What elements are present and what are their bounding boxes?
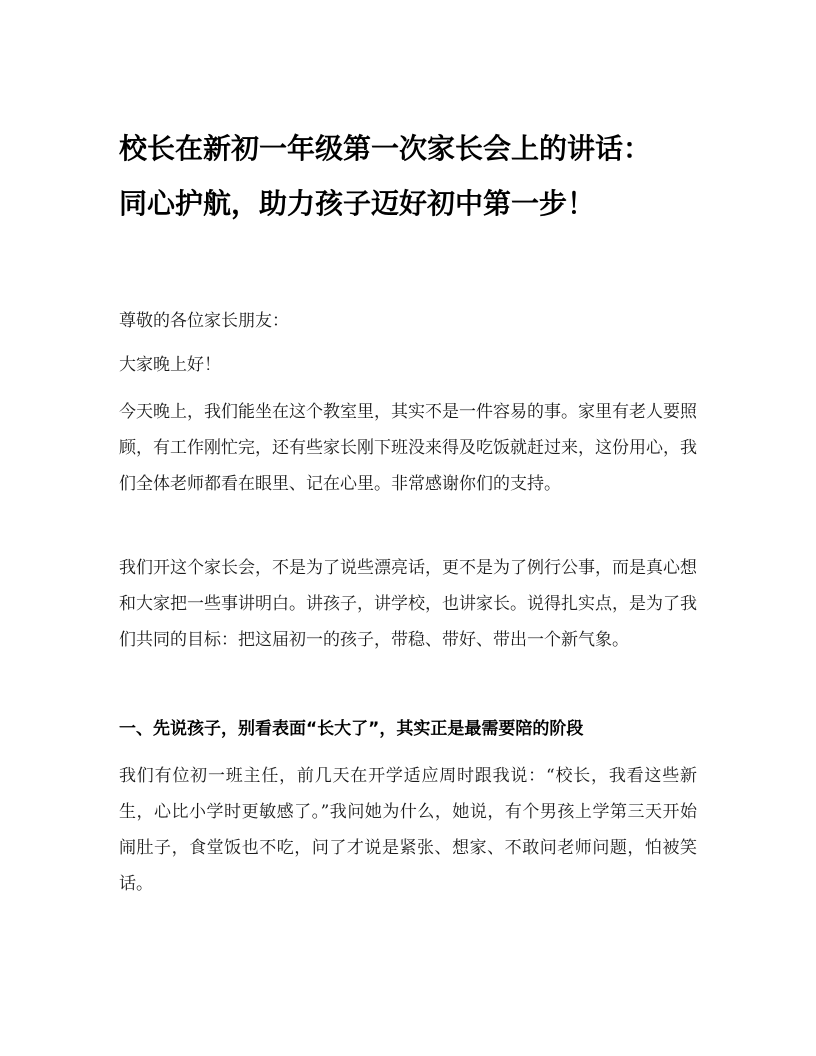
section-1-heading: 一、先说孩子，别看表面“长大了”，其实正是最需要陪的阶段 <box>119 719 584 739</box>
body-paragraph-1: 今天晚上，我们能坐在这个教室里，其实不是一件容易的事。家里有老人要照顾，有工作刚忙完，还有些家长刚下班没来得及吃饭就赶过来，这份用心，我们全体老师都看在眼里、记在心里。非常感谢你们的支持。 <box>119 402 697 494</box>
section-1-paragraph: 我们有位初一班主任，前几天在开学适应周时跟我说：“校长，我看这些新生，心比小学时更敏感了。”我问她为什么，她说，有个男孩上学第三天开始闹肚子，食堂饭也不吃，问了才说是紧张、想家、不敢问老师问题，怕被笑话。 <box>119 766 697 894</box>
greeting: 尊敬的各位家长朋友： <box>119 311 289 331</box>
document-title-line-2: 同心护航，助力孩子迈好初中第一步！ <box>119 187 596 220</box>
salutation: 大家晚上好！ <box>119 355 221 375</box>
document-title-line-1: 校长在新初一年级第一次家长会上的讲话： <box>119 132 652 165</box>
body-paragraph-2: 我们开这个家长会，不是为了说些漂亮话，更不是为了例行公事，而是真心想和大家把一些事讲明白。讲孩子，讲学校，也讲家长。说得扎实点，是为了我们共同的目标：把这届初一的孩子，带稳、带好、带出一个新气象。 <box>119 558 697 650</box>
